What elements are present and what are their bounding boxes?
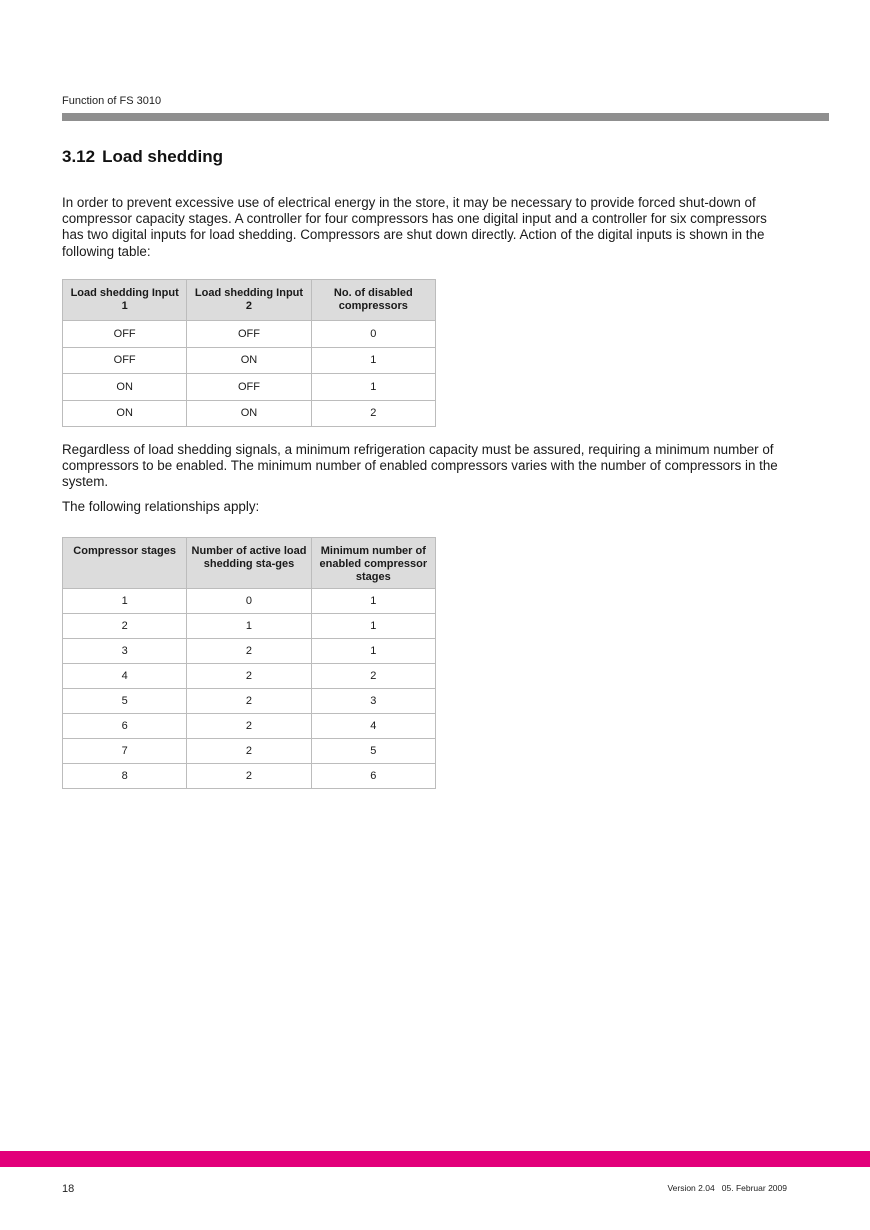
column-header: Compressor stages [63, 538, 187, 589]
table-cell: 1 [311, 374, 435, 401]
table-cell: OFF [187, 321, 311, 348]
version-info: Version 2.04 05. Februar 2009 [667, 1183, 787, 1193]
table-cell: 1 [311, 589, 435, 614]
table-cell: 1 [63, 589, 187, 614]
page-number: 18 [62, 1183, 75, 1195]
relationships-paragraph: The following relationships apply: [62, 499, 260, 514]
column-header: Minimum number of enabled compressor stages [311, 538, 435, 589]
table-row [63, 689, 436, 714]
table-cell: ON [63, 400, 187, 427]
table-cell: 1 [311, 639, 435, 664]
table-row [63, 614, 436, 639]
table-cell: OFF [63, 347, 187, 374]
table-cell: 7 [63, 739, 187, 764]
table-cell: OFF [63, 321, 187, 348]
table-row [63, 739, 436, 764]
table-cell: 5 [311, 739, 435, 764]
table-cell: 2 [187, 739, 311, 764]
table-cell: 2 [311, 400, 435, 427]
table-cell: 0 [187, 589, 311, 614]
section-number: 3.12 [62, 147, 96, 166]
table-cell: 6 [311, 764, 435, 789]
table-cell: 4 [311, 714, 435, 739]
column-header: Number of active load shedding sta-ges [187, 538, 311, 589]
table-header-row [63, 280, 436, 321]
table-cell: 1 [187, 614, 311, 639]
footer-accent-bar [0, 1151, 870, 1167]
table-cell: 3 [63, 639, 187, 664]
section-title-text: Load shedding [102, 147, 223, 166]
table-cell: ON [187, 347, 311, 374]
table-row [63, 321, 436, 348]
table-cell: 3 [311, 689, 435, 714]
table-cell: 2 [187, 714, 311, 739]
intro-paragraph: In order to prevent excessive use of electrical energy in the store, it may be necessary to provide forced shut-down of compressor capacity stages. A controller for four compressors has one digital input and a controller for six compressors has two digital inputs for load shedding. Compressors are shut down directly. Action of the digital inputs is shown in the following table: [62, 195, 767, 259]
table-cell: 2 [187, 639, 311, 664]
table-row [63, 764, 436, 789]
table-row [63, 639, 436, 664]
table-cell: OFF [187, 374, 311, 401]
table-cell: ON [63, 374, 187, 401]
compressor-stages-table [62, 537, 436, 789]
table-cell: 1 [311, 614, 435, 639]
table-row [63, 374, 436, 401]
table-cell: 5 [63, 689, 187, 714]
column-header: No. of disabled compressors [311, 280, 435, 321]
table-row [63, 589, 436, 614]
running-header: Function of FS 3010 [62, 95, 162, 107]
column-header: Load shedding Input 1 [63, 280, 187, 321]
table-row [63, 714, 436, 739]
table-row [63, 400, 436, 427]
minimum-capacity-paragraph: Regardless of load shedding signals, a minimum refrigeration capacity must be assured, requiring a minimum number of compressors to be enabled. The minimum number of enabled compressors varies with the number of compressors in the system. [62, 442, 778, 490]
table-cell: 8 [63, 764, 187, 789]
table-cell: ON [187, 400, 311, 427]
table-cell: 1 [311, 347, 435, 374]
section-title [62, 147, 223, 167]
table-row [63, 347, 436, 374]
table-cell: 2 [187, 689, 311, 714]
table-row [63, 664, 436, 689]
table-cell: 2 [63, 614, 187, 639]
header-rule [62, 113, 829, 121]
load-shedding-input-table [62, 279, 436, 427]
table-cell: 2 [187, 664, 311, 689]
column-header: Load shedding Input 2 [187, 280, 311, 321]
table-cell: 6 [63, 714, 187, 739]
table-cell: 2 [311, 664, 435, 689]
table-cell: 0 [311, 321, 435, 348]
table-header-row [63, 538, 436, 589]
table-cell: 2 [187, 764, 311, 789]
table-cell: 4 [63, 664, 187, 689]
